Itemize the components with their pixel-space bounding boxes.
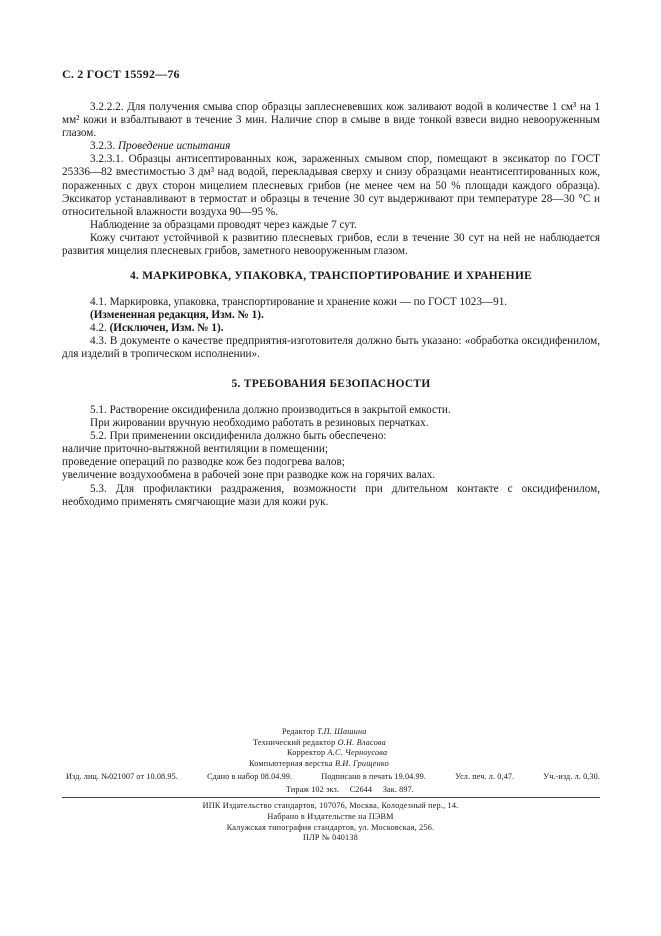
clause-number: 4.2.: [90, 322, 107, 335]
paragraph-4-2: [62, 322, 600, 335]
credit-layout: Компьютерная верстка В.И. Грищенко: [249, 758, 389, 768]
section-5-heading: 5. ТРЕБОВАНИЯ БЕЗОПАСНОСТИ: [231, 378, 431, 390]
paragraph-3-2-3: [62, 140, 600, 153]
paragraph-3-2-3-1: 3.2.3.1. Образцы антисептированных кож, зараженных смывом спор, помещают в эксикатор по ГОСТ 25336—82 вместимостью 3 дм³ над водой, перекладывая сверху и снизу образцами неантисептированных кож, пораженных с двух сторон мицелием плесневых грибов (не менее чем на 50 % площади каждого образца). Эксикатор устанавливают в термостат и образцы в течение 30 сут выдерживают при температуре 28—30 °С и относительной влажности воздуха 90—95 %.: [62, 153, 600, 218]
section-4-heading: 4. МАРКИРОВКА, УПАКОВКА, ТРАНСПОРТИРОВАНИЕ И ХРАНЕНИЕ: [129, 270, 533, 282]
clause-title: Проведение испытания: [117, 140, 231, 153]
paragraph-3-2-2-2: 3.2.2.2. Для получения смыва спор образцы заплесневевших кож заливают водой в количестве 1 см³ на 1 мм² кожи и взбалтывают в течение 3 мин. Наличие спор в смыве в виде тонкой взвеси видно невооруженным глазом.: [62, 101, 600, 140]
imprint-run: Тираж 102 экз.: [286, 785, 340, 794]
imprint-pub-sheets: Уч.-изд. л. 0,30.: [543, 772, 600, 781]
imprint-line-1: [66, 772, 600, 781]
paragraph-resistance: Кожу считают устойчивой к развитию плесневых грибов, если в течение 30 сут на ней не наблюдается развития мицелия плесневых грибов, заметного невооруженным глазом.: [62, 231, 600, 258]
imprint-order: Зак. 897.: [382, 785, 414, 794]
editorial-credits: [225, 727, 389, 769]
paragraph-gloves: При жировании вручную необходимо работать в резиновых перчатках.: [90, 417, 429, 430]
credit-editor: Редактор Т.П. Шашина: [282, 727, 367, 736]
imprint-print-sheets: Усл. печ. л. 0,47.: [455, 772, 515, 781]
footer-divider: [62, 797, 600, 798]
imprint-signed: Подписано в печать 19.04.99.: [321, 772, 427, 781]
footer-line-3: Калужская типография стандартов, ул. Московская, 256.: [226, 822, 435, 832]
page-header: С. 2 ГОСТ 15592—76: [62, 67, 180, 81]
list-item-ventilation: наличие приточно-вытяжной вентиляции в помещении;: [62, 443, 328, 456]
credit-corrector: Корректор А.С. Черноусова: [287, 748, 388, 758]
paragraph-observation: Наблюдение за образцами проводят через каждые 7 сут.: [90, 218, 357, 231]
imprint-license: Изд. лиц. №021007 от 10.08.95.: [66, 772, 178, 781]
credit-tech-editor: Технический редактор О.Н. Власова: [253, 737, 386, 747]
footer-line-2: Набрано в Издательстве на ПЭВМ: [267, 811, 394, 821]
list-item-air-exchange: увеличение воздухообмена в рабочей зоне при разводке кож на горячих валах.: [62, 469, 436, 482]
paragraph-4-3: 4.3. В документе о качестве предприятия-изготовителя должно быть указано: «обработка оксидифенилом, для изделий в тропическом исполнении».: [62, 335, 600, 361]
publisher-footer: [0, 801, 661, 844]
imprint-code: С2644: [349, 785, 373, 794]
amendment-note-4-1: (Измененная редакция, Изм. № 1).: [90, 309, 264, 322]
imprint-set: Сдано в набор 08.04.99.: [207, 772, 293, 781]
paragraph-5-1: 5.1. Растворение оксидифенила должно производиться в закрытой емкости.: [90, 404, 451, 416]
paragraph-4-1: 4.1. Маркировка, упаковка, транспортирование и хранение кожи — по ГОСТ 1023—91.: [90, 296, 508, 308]
section-4: [62, 296, 600, 361]
paragraph-5-3: 5.3. Для профилактики раздражения, возможности при длительном контакте с оксидифенилом, необходимо применять смягчающие мази для кожи рук.: [62, 482, 600, 508]
section-5: [62, 404, 600, 509]
footer-line-4: ПЛР № 040138: [303, 833, 358, 843]
clause-number: 3.2.3.: [90, 140, 116, 153]
section-3-continued: [62, 101, 600, 258]
list-item-no-heating: проведение операций по разводке кож без подогрева валов;: [62, 456, 345, 469]
amendment-note-4-2: (Исключен, Изм. № 1).: [109, 322, 224, 335]
paragraph-5-2: 5.2. При применении оксидифенила должно быть обеспечено:: [90, 430, 387, 443]
footer-line-1: ИПК Издательство стандартов, 107076, Москва, Колодезный пер., 14.: [202, 801, 459, 810]
imprint-line-2: [286, 785, 414, 794]
